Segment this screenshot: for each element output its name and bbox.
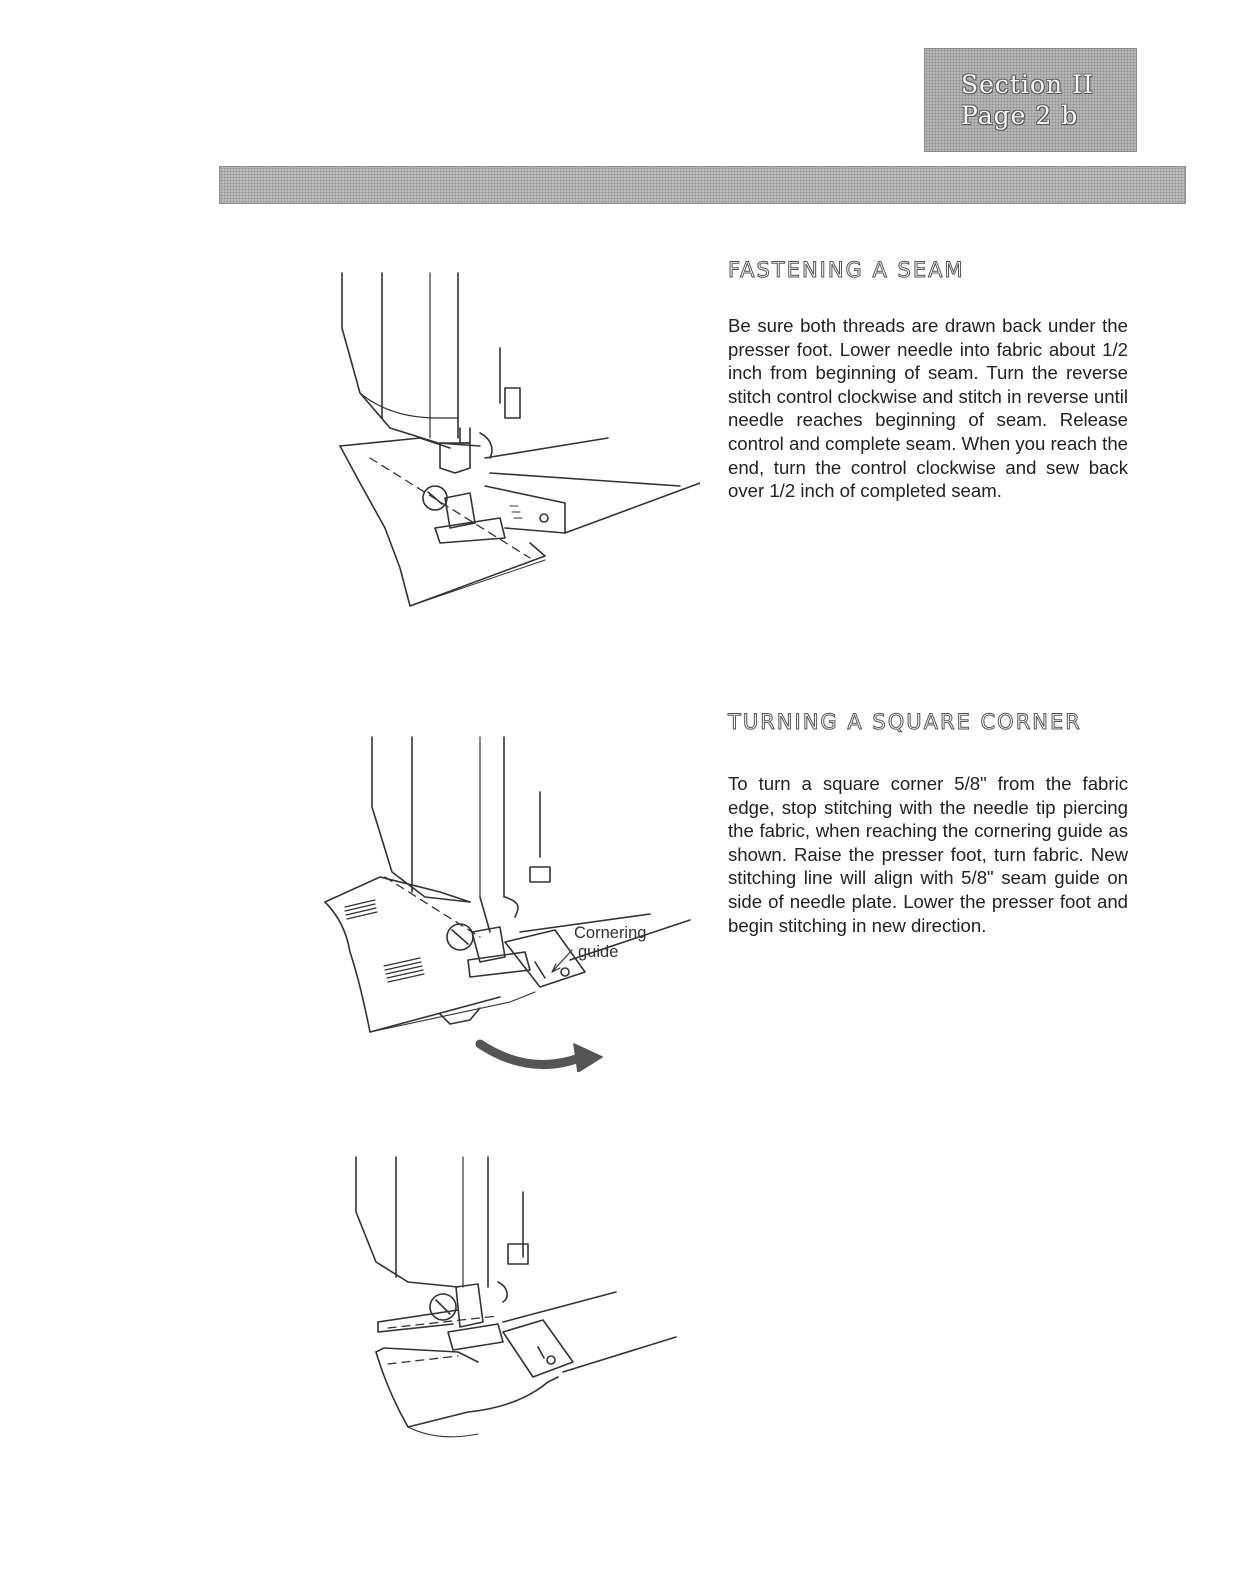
section-page-box bbox=[924, 48, 1137, 152]
heading-square-corner: TURNING A SQUARE CORNER bbox=[728, 710, 1082, 734]
section-label: Section II bbox=[961, 70, 1094, 99]
illustration-square-corner bbox=[320, 732, 692, 1072]
illustration-new-direction bbox=[348, 1152, 680, 1444]
cornering-guide-label-line1: Cornering bbox=[574, 924, 647, 942]
cornering-guide-label-line2: guide bbox=[578, 943, 619, 961]
body-fastening-seam: Be sure both threads are drawn back under the presser foot. Lower needle into fabric about 1/2 inch from beginning of seam. Turn the reverse stitch control clockwise and stitch in reverse until needle reaches beginning of seam. Release control and complete seam. When you reach the end, turn the control clockwise and sew back over 1/2 inch of completed seam. bbox=[728, 315, 1128, 502]
body-square-corner: To turn a square corner 5/8" from the fabric edge, stop stitching with the needle tip piercing the fabric, when reaching the cornering guide as shown. Raise the presser foot, turn fabric. New stitching line will align with 5/8" seam guide on side of needle plate. Lower the presser foot and begin stitching in new direction. bbox=[728, 773, 1128, 936]
cornering-guide-label bbox=[574, 924, 646, 962]
header-band bbox=[219, 166, 1186, 204]
illustration-fastening-seam bbox=[330, 268, 700, 613]
page-label: Page 2 b bbox=[961, 101, 1079, 130]
heading-fastening-seam: FASTENING A SEAM bbox=[728, 258, 965, 282]
